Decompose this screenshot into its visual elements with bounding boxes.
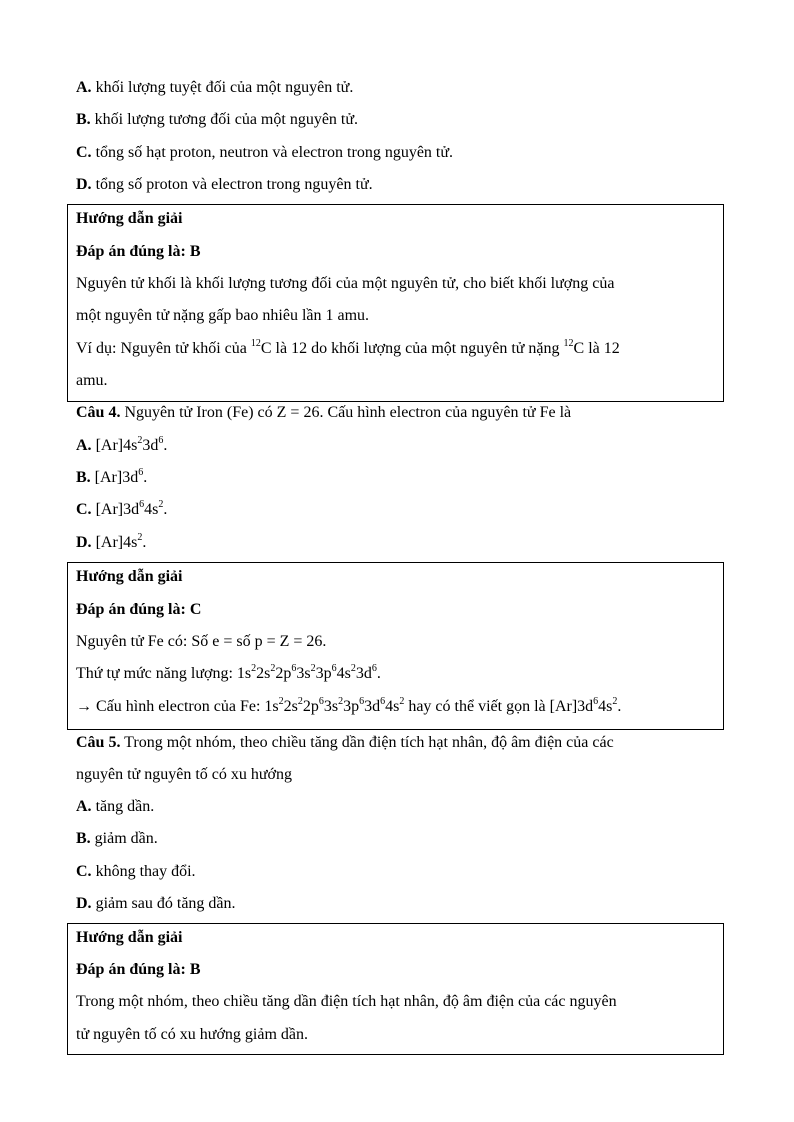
q4-option-d: D. $[Ar]4s^2$.: [76, 531, 147, 551]
electron-config-line: → Cấu hình electron của Fe: $1s^22s^22p^63s^23p^63d^64s^2$ hay có thể viết gọn là $[Ar]3d^64s^2$.: [76, 695, 622, 715]
solution-heading: Hướng dẫn giải: [76, 210, 183, 227]
q5-option-d: D. giảm sau đó tăng dần.: [76, 895, 236, 912]
solution-text: Nguyên tử Fe có: Số e = số p = Z = 26.: [76, 633, 327, 650]
q5-question: Câu 5. Trong một nhóm, theo chiều tăng dần điện tích hạt nhân, độ âm điện của các: [76, 734, 614, 751]
solution-heading: Hướng dẫn giải: [76, 929, 183, 946]
q4-option-b: B. $[Ar]3d^6$.: [76, 466, 148, 486]
solution-text: Trong một nhóm, theo chiều tăng dần điện tích hạt nhân, độ âm điện của các nguyên: [76, 993, 617, 1010]
energy-order-line: Thứ tự mức năng lượng: $1s^22s^22p^63s^23p^64s^23d^6$.: [76, 662, 381, 682]
q5-option-a: A. tăng dần.: [76, 798, 155, 815]
solution-heading: Hướng dẫn giải: [76, 568, 183, 585]
q5-solution-box: [67, 923, 724, 1055]
q4-question: Câu 4. Nguyên tử Iron (Fe) có Z = 26. Cấu hình electron của nguyên tử Fe là: [76, 404, 572, 421]
solution-text: Nguyên tử khối là khối lượng tương đối của một nguyên tử, cho biết khối lượng của: [76, 275, 615, 292]
q3-option-c: C. tổng số hạt proton, neutron và electron trong nguyên tử.: [76, 144, 454, 161]
solution-answer: Đáp án đúng là: B: [76, 961, 201, 978]
q3-option-b: B. khối lượng tương đối của một nguyên tử.: [76, 111, 359, 128]
energy-order: $1s^22s^22p^63s^23p^64s^23d^6$.: [236, 662, 381, 682]
q3-option-d: D. tổng số proton và electron trong nguyên tử.: [76, 176, 373, 193]
q4-option-a: A. $[Ar]4s^23d^6$.: [76, 434, 168, 454]
full-config: $1s^22s^22p^63s^23p^63d^64s^2$: [264, 695, 405, 715]
q4-option-c: C. $[Ar]3d^64s^2$.: [76, 498, 168, 518]
q5-option-b: B. giảm dần.: [76, 830, 158, 847]
solution-text: một nguyên tử nặng gấp bao nhiêu lần 1 amu.: [76, 307, 370, 324]
solution-text: amu.: [76, 372, 108, 389]
q5-option-c: C. không thay đổi.: [76, 863, 196, 880]
short-config: $[Ar]3d^64s^2$.: [549, 695, 622, 715]
solution-example: Ví dụ: Nguyên tử khối của $^{12}$C là 12 do khối lượng của một nguyên tử nặng $^{12}$C là 12: [76, 337, 620, 357]
q3-option-a: A. khối lượng tuyệt đối của một nguyên tử.: [76, 79, 354, 96]
solution-answer: Đáp án đúng là: B: [76, 243, 201, 260]
solution-answer: Đáp án đúng là: C: [76, 601, 202, 618]
q5-question-cont: nguyên tử nguyên tố có xu hướng: [76, 766, 292, 783]
q3-solution-box: [67, 204, 724, 402]
q4-solution-box: [67, 562, 724, 730]
solution-text: tử nguyên tố có xu hướng giảm dần.: [76, 1026, 308, 1043]
